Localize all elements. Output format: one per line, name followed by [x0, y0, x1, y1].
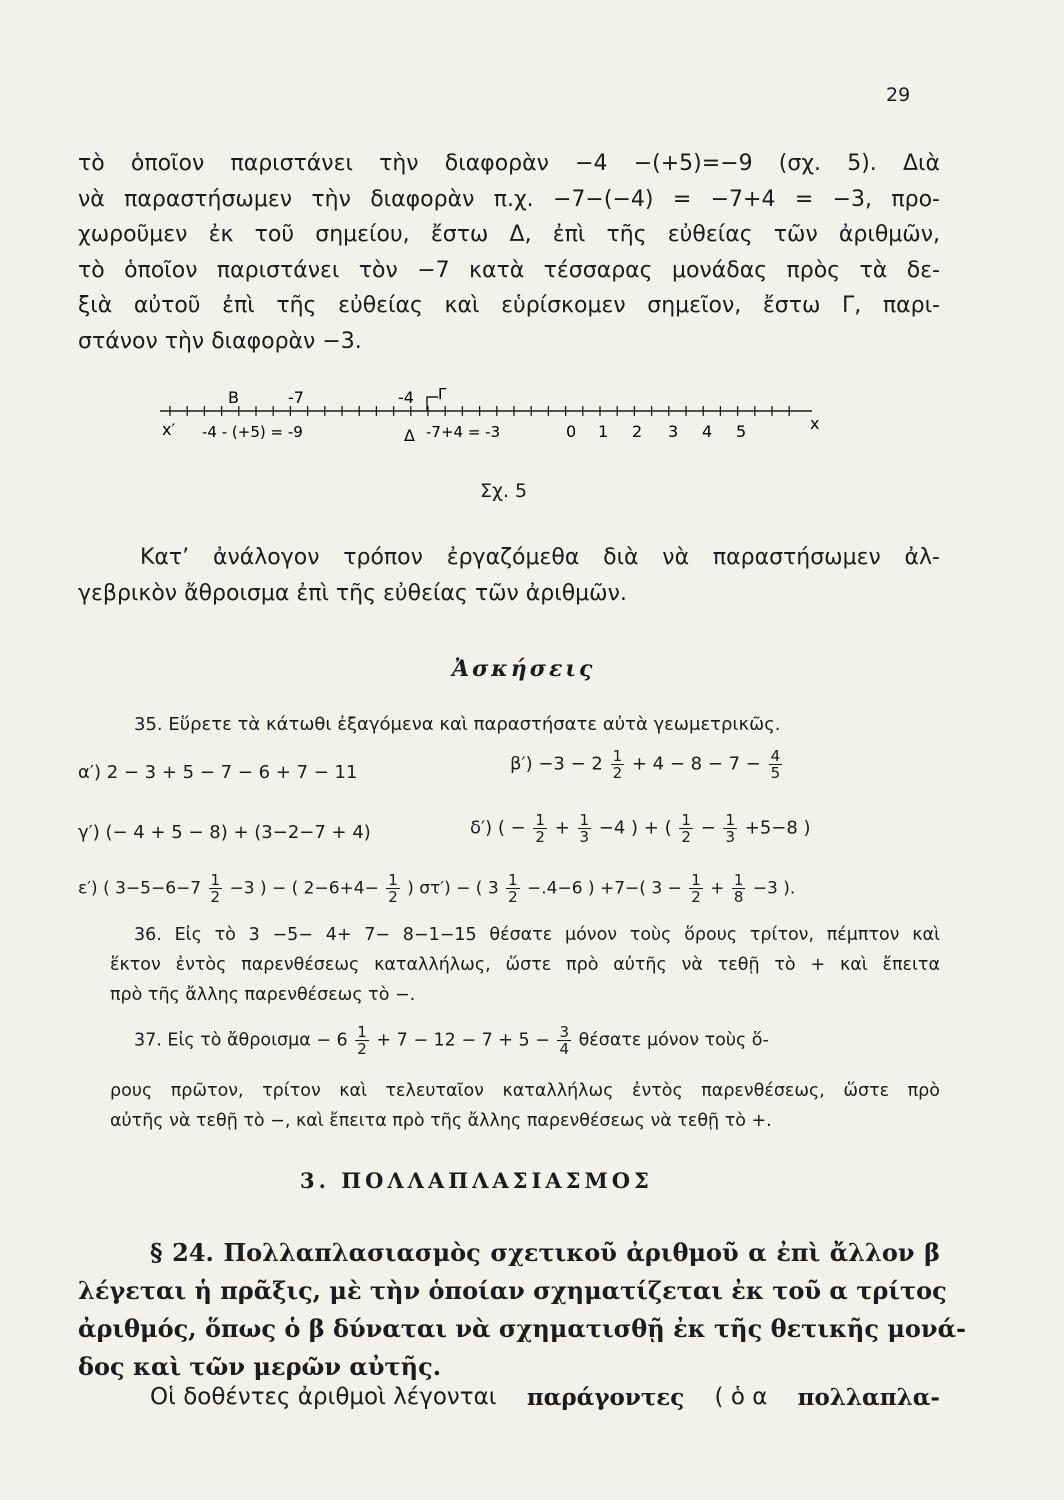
expr-part: + 4 − 8 − 7 −: [631, 753, 761, 775]
exercise-36: [110, 920, 940, 1010]
label-gamma: Γ: [438, 385, 447, 403]
expr-part: −4 ) + (: [598, 817, 672, 839]
tick-label-0: 0: [566, 422, 577, 441]
fraction: [723, 812, 737, 845]
paragraph-line: 36. Εἰς τὸ 3 −5− 4+ 7− 8−1−15 θέσατε μόνον τοὺς ὅρους τρίτον, πέμπτον καὶ: [134, 925, 940, 945]
numerator: 1: [725, 811, 736, 829]
number-line-figure: [150, 385, 850, 455]
fraction: [557, 1024, 571, 1057]
intro-paragraph: [78, 146, 940, 359]
label-minus4: -4: [398, 388, 414, 407]
numerator: 1: [691, 871, 701, 889]
label-minus7: -7: [288, 388, 304, 407]
text-normal: Οἱ δοθέντες ἀριθμοὶ λέγονται: [150, 1384, 497, 1410]
denominator: 2: [612, 764, 623, 782]
definition-line: λέγεται ἡ πρᾶξις, μὲ τὴν ὁποίαν σχηματίζεται ἐκ τοῦ α τρίτος: [78, 1276, 947, 1305]
exercise-37-first-line: [134, 1024, 769, 1057]
exercise-35-c: γ′) (− 4 + 5 − 8) + (3−2−7 + 4): [78, 822, 371, 843]
paragraph-line: Κατ’ ἀνάλογον τρόπον ἐργαζόμεθα διὰ νὰ παραστήσωμεν ἀλ-: [140, 545, 940, 570]
exercise-35-e-f: [78, 872, 795, 905]
label-x-prime: x′: [162, 420, 176, 439]
text-bold: παράγοντες: [526, 1384, 685, 1411]
fraction: [679, 812, 693, 845]
denominator: 2: [681, 828, 691, 846]
last-line: [150, 1384, 940, 1411]
paragraph-line: γεβρικὸν ἄθροισμα ἐπὶ τῆς εὐθείας τῶν ἀριθμῶν.: [78, 580, 627, 606]
page-number: 29: [886, 84, 911, 106]
expr-part: ) στ′) − ( 3: [407, 878, 499, 899]
exercises-heading: Ἀσκήσεις: [452, 656, 596, 682]
numerator: 1: [733, 871, 744, 889]
fraction: [732, 872, 746, 905]
fraction: [386, 872, 400, 905]
denominator: 2: [357, 1040, 367, 1058]
definition-line: δος καὶ τῶν μερῶν αὐτῆς.: [78, 1352, 442, 1381]
text-bold: πολλαπλα-: [797, 1384, 940, 1411]
fraction: [506, 872, 520, 905]
fraction: [689, 872, 703, 905]
numerator: 1: [357, 1023, 367, 1041]
numerator: 1: [535, 811, 545, 829]
numerator: 1: [612, 747, 623, 765]
numerator: 1: [210, 871, 221, 889]
denominator: 2: [691, 888, 701, 906]
label-x: x: [810, 414, 820, 433]
paragraph-line: χωροῦμεν ἐκ τοῦ σημείου, ἔστω Δ, ἐπὶ τῆς εὐθείας τῶν ἀριθμῶν,: [78, 222, 940, 247]
denominator: 2: [535, 828, 545, 846]
expr-part: −3 ).: [752, 878, 796, 899]
exercise-37: [110, 1076, 940, 1136]
paragraph-line: τὸ ὁποῖον παριστάνει τὴν διαφορὰν −4 −(+5)=−9 (σχ. 5). Διὰ: [78, 151, 940, 176]
expr-part: −3 ) − ( 2−6+4−: [229, 878, 379, 899]
exercise-35-a: α′) 2 − 3 + 5 − 7 − 6 + 7 − 11: [78, 762, 358, 783]
text-normal: ( ὁ α: [714, 1384, 768, 1410]
numerator: 1: [579, 811, 590, 829]
paragraph-line: ξιὰ αὐτοῦ ἐπὶ τῆς εὐθείας καὶ εὑρίσκομεν σημεῖον, ἔστω Γ, παρι-: [78, 293, 940, 318]
numerator: 1: [388, 871, 398, 889]
denominator: 2: [508, 888, 518, 906]
label-delta: Δ: [404, 426, 415, 445]
denominator: 3: [725, 828, 736, 846]
figure-caption: Σχ. 5: [480, 480, 528, 502]
expr-part: δ′) ( −: [470, 817, 526, 839]
denominator: 4: [559, 1040, 570, 1058]
expr-part: θέσατε μόνον τοὺς ὅ-: [578, 1030, 769, 1051]
denominator: 2: [388, 888, 398, 906]
fraction: [209, 872, 223, 905]
label-expr-right: -7+4 = -3: [426, 423, 501, 441]
paragraph-line: αὐτῆς νὰ τεθῇ τὸ −, καὶ ἔπειτα πρὸ τῆς ἄλλης παρενθέσεως νὰ τεθῇ τὸ +.: [110, 1111, 772, 1131]
tick-label-3: 3: [668, 422, 679, 441]
definition-line: ἀριθμός, ὅπως ὁ β δύναται νὰ σχηματισθῇ ἐκ τῆς θετικῆς μονά-: [78, 1314, 966, 1343]
definition-paragraph: [78, 1234, 966, 1386]
expr-part: +: [710, 878, 725, 899]
denominator: 5: [770, 764, 781, 782]
section-heading: 3. ΠΟΛΛΑΠΛΑΣΙΑΣΜΟΣ: [300, 1168, 653, 1193]
paragraph-line: τὸ ὁποῖον παριστάνει τὸν −7 κατὰ τέσσαρας μονάδας πρὸς τὰ δε-: [78, 257, 940, 283]
expr-part: β′) −3 − 2: [510, 753, 603, 775]
tick-label-1: 1: [598, 422, 609, 441]
expr-part: +: [554, 817, 570, 839]
fraction: [578, 812, 592, 845]
numerator: 1: [681, 811, 691, 829]
fraction: [611, 748, 625, 781]
numerator: 1: [508, 871, 518, 889]
fraction: [533, 812, 547, 845]
tick-label-2: 2: [632, 422, 643, 441]
definition-line: § 24. Πολλαπλασιασμὸς σχετικοῦ ἀριθμοῦ α ἐπὶ ἄλλον β: [150, 1238, 940, 1267]
tick-label-4: 4: [702, 422, 713, 441]
label-expr-left: -4 - (+5) = -9: [202, 423, 303, 441]
fraction: [769, 748, 783, 781]
paragraph-line: πρὸ τῆς ἄλλης παρενθέσεως τὸ −.: [110, 985, 416, 1005]
exercise-35-d: [470, 812, 811, 845]
denominator: 3: [579, 828, 590, 846]
exercise-35-b: [510, 748, 784, 781]
expr-part: ε′) ( 3−5−6−7: [78, 878, 202, 899]
tick-label-5: 5: [736, 422, 747, 441]
numerator: 3: [559, 1023, 570, 1041]
expr-part: −: [700, 817, 716, 839]
expr-part: + 7 − 12 − 7 + 5 −: [376, 1030, 550, 1051]
fraction: [355, 1024, 369, 1057]
expr-part: 37. Εἰς τὸ ἄθροισμα − 6: [134, 1030, 348, 1051]
paragraph-line: νὰ παραστήσωμεν τὴν διαφορὰν π.χ. −7−(−4) = −7+4 = −3, προ-: [78, 186, 940, 212]
analog-paragraph: [78, 540, 940, 611]
exercise-35-prompt: 35. Εὕρετε τὰ κάτωθι ἐξαγόμενα καὶ παραστήσατε αὐτὰ γεωμετρικῶς.: [134, 714, 781, 735]
denominator: 8: [733, 888, 744, 906]
paragraph-line: στάνον τὴν διαφορὰν −3.: [78, 328, 362, 354]
denominator: 2: [210, 888, 221, 906]
paragraph-line: ρους πρῶτον, τρίτον καὶ τελευταῖον καταλλήλως ἐντὸς παρενθέσεως, ὥστε πρὸ: [110, 1081, 940, 1101]
paragraph-line: ἕκτον ἐντὸς παρενθέσεως καταλλήλως, ὥστε πρὸ αὐτῆς νὰ τεθῇ τὸ + καὶ ἔπειτα: [110, 955, 940, 975]
numerator: 4: [770, 747, 781, 765]
expr-part: +5−8 ): [744, 817, 811, 839]
expr-part: −.4−6 ) +7−( 3 −: [527, 878, 682, 899]
label-B: B: [228, 388, 239, 407]
